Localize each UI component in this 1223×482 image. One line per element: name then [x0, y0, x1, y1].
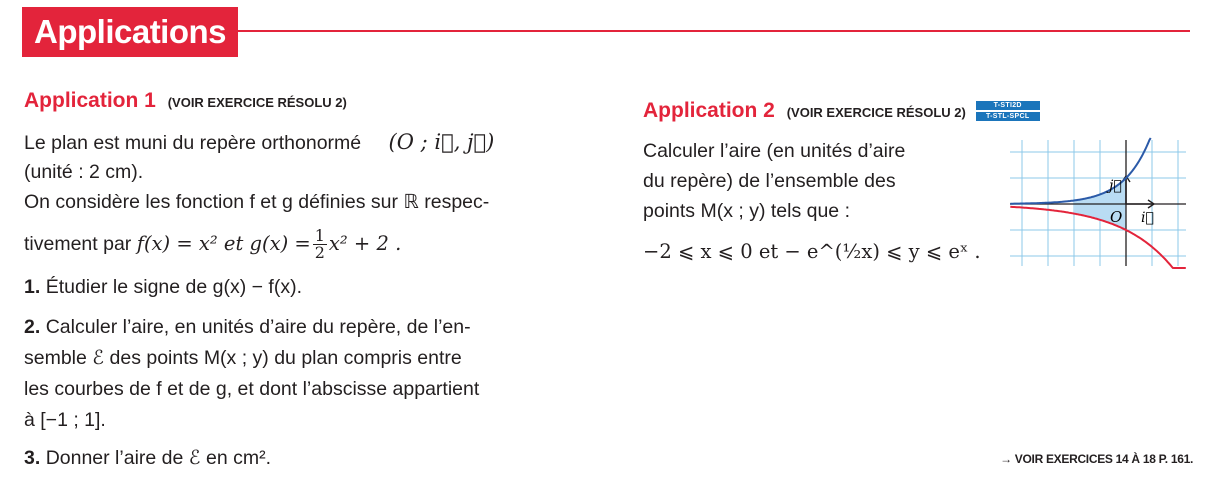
- q1-number: 1.: [24, 276, 41, 298]
- app1-title: [24, 89, 347, 113]
- q1-text: Étudier le signe de g(x) − f(x).: [45, 276, 303, 298]
- q3-text: Donner l’aire de ℰ en cm².: [45, 447, 272, 469]
- badge-top: T-STI2D: [976, 101, 1040, 110]
- fraction-numerator: 1: [314, 226, 325, 246]
- app2-line-4: −2 ⩽ x ⩽ 0 et − e^(½x) ⩽ y ⩽ eˣ .: [643, 240, 981, 263]
- app1-line-1-text: Le plan est muni du repère orthonormé: [24, 132, 362, 154]
- app1-question-2: [24, 312, 471, 343]
- q2-number: 2.: [24, 316, 41, 338]
- origin-label: O: [1110, 208, 1123, 226]
- i-label: i⃗: [1141, 210, 1154, 226]
- q2-text-b: semble ℰ des points M(x ; y) du plan compris entre: [24, 347, 462, 369]
- header-rule: [232, 30, 1190, 32]
- fraction-denominator: 2: [314, 243, 325, 263]
- app1-question-3: [24, 443, 271, 474]
- badge-bottom: T-STL-SPCL: [976, 112, 1040, 121]
- app2-line-1: Calculer l’aire (en unités d’aire: [643, 140, 906, 162]
- app1-frame: (O ; i⃗, j⃗): [388, 130, 495, 154]
- series-badge: [976, 101, 1040, 121]
- app1-line-4: [24, 228, 401, 261]
- app1-line-3: On considère les fonction f et g définies sur ℝ respec-: [24, 191, 490, 213]
- q2-text-a: Calculer l’aire, en unités d’aire du repère, de l’en-: [45, 316, 471, 338]
- q3-number: 3.: [24, 447, 41, 469]
- app2-line-3: points M(x ; y) tels que :: [643, 200, 850, 222]
- app1-line-2: (unité : 2 cm).: [24, 161, 144, 183]
- q2-text-c: les courbes de f et de g, et dont l’abscisse appartient: [24, 378, 480, 400]
- section-title: Applications: [22, 7, 238, 57]
- exp-curve: [1010, 138, 1150, 204]
- app1-line-4-text: tivement par: [24, 233, 132, 255]
- j-label: j⃗: [1109, 178, 1122, 194]
- q2-text-d: à [−1 ; 1].: [24, 409, 106, 431]
- app1-ref: (VOIR EXERCICE RÉSOLU 2): [167, 95, 347, 110]
- app1-line-1: [24, 127, 494, 159]
- app2-title: [643, 99, 1040, 123]
- app1-title-text: Application 1: [24, 89, 156, 112]
- app1-formula-f-g: f(x) = x² et g(x) =: [136, 232, 311, 255]
- app2-title-text: Application 2: [643, 99, 775, 122]
- app1-formula-g-rest: x² + 2 .: [328, 232, 402, 255]
- app1-question-1: [24, 272, 302, 303]
- see-exercises-note: → VOIR EXERCICES 14 À 18 P. 161.: [1000, 452, 1193, 466]
- area-graph: [1010, 136, 1200, 270]
- app2-line-2: du repère) de l’ensemble des: [643, 170, 896, 192]
- app2-ref: (VOIR EXERCICE RÉSOLU 2): [786, 105, 966, 120]
- fraction-one-half: [313, 228, 327, 261]
